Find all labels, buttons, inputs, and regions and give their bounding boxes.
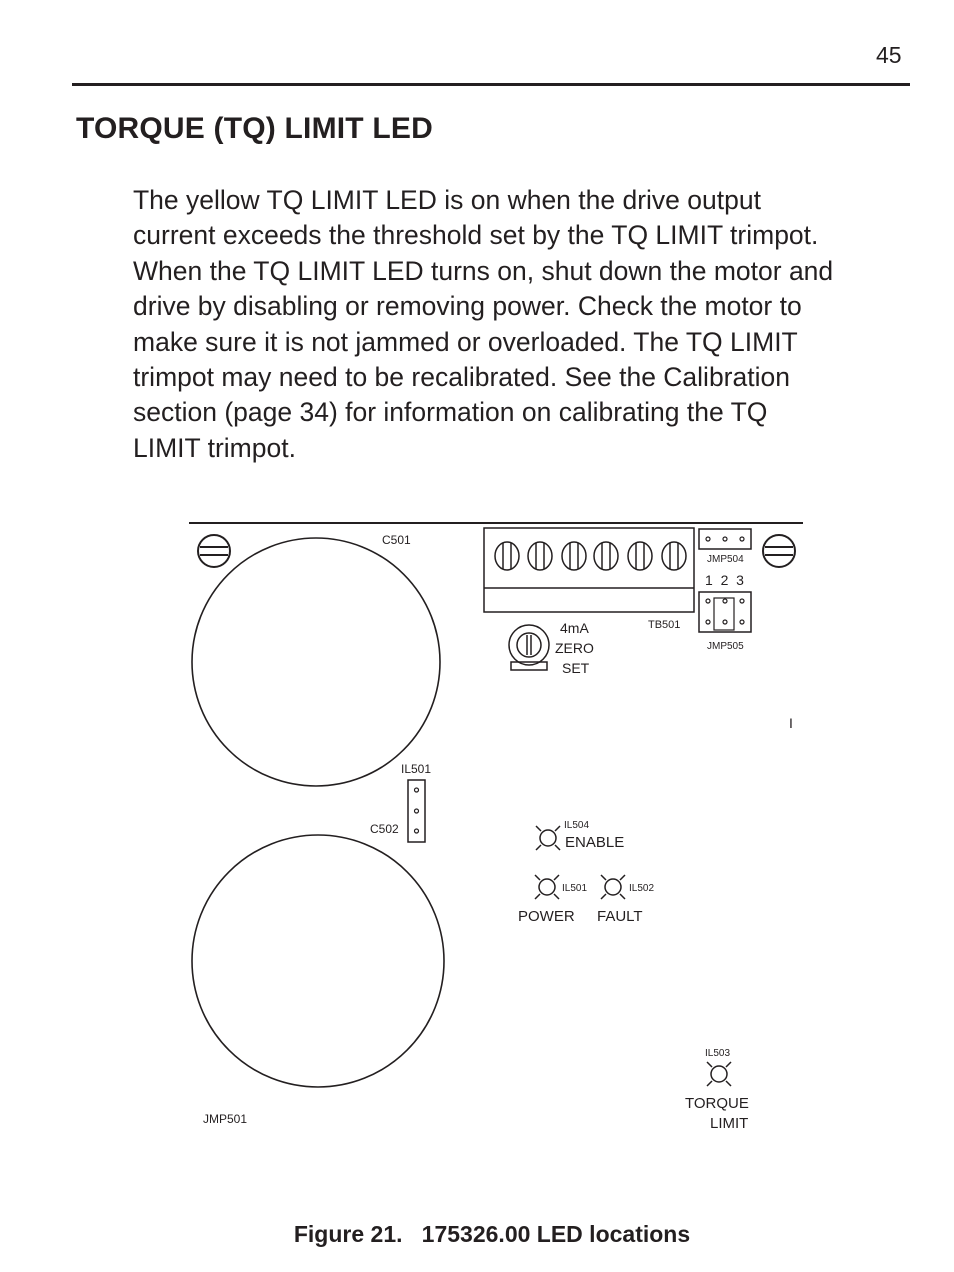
page-number: 45: [876, 42, 902, 68]
trimpot-label-line3: SET: [562, 660, 590, 676]
edge-mark: I: [789, 715, 793, 731]
fault-led-icon: [601, 875, 625, 899]
left-mounting-screw: [198, 535, 230, 567]
jumper-pin-numbers: 1 2 3: [705, 572, 744, 588]
c502-label: C502: [370, 822, 399, 836]
figure-caption: Figure 21. 175326.00 LED locations: [293, 1221, 691, 1247]
capacitor-c501: [192, 538, 440, 786]
il501-connector: [408, 780, 425, 842]
il501-label: IL501: [562, 883, 588, 894]
trimpot-label-line2: ZERO: [555, 640, 594, 656]
jmp501-label: JMP501: [203, 1112, 248, 1126]
tb501-label: TB501: [648, 619, 681, 631]
trimpot-label-line1: 4mA: [560, 620, 589, 636]
enable-led-icon: [536, 826, 560, 850]
il503-label: IL503: [705, 1048, 731, 1059]
il501-connector-label: IL501: [401, 762, 432, 776]
terminal-screws: [495, 542, 686, 570]
jmp505-label: JMP505: [707, 641, 744, 652]
capacitor-c502: [192, 835, 444, 1087]
power-label: POWER: [518, 908, 575, 925]
fault-label: FAULT: [597, 908, 643, 925]
enable-label: ENABLE: [565, 834, 625, 851]
il502-label: IL502: [629, 883, 655, 894]
limit-label: LIMIT: [710, 1115, 749, 1132]
jmp504-label: JMP504: [707, 554, 744, 565]
il504-label: IL504: [564, 820, 590, 831]
right-mounting-screw: [763, 535, 795, 567]
jumper-jmp504: [699, 529, 751, 549]
section-heading: TORQUE (TQ) LIMIT LED: [76, 112, 433, 145]
terminal-block-tb501: [484, 528, 694, 612]
zero-set-trimpot: [509, 625, 549, 670]
c501-label: C501: [382, 533, 411, 547]
body-paragraph: The yellow TQ LIMIT LED is on when the drive output current exceeds the threshold set by the TQ LIMIT trimpot. When the TQ LIMIT LED turns on, shut down the motor and drive by disabling or removing power. Check the motor to make sure it is not jammed or overloaded. The TQ LIMIT trimpot may need to be recalibrated. See the Calibration section (page 34) for information on calibrating the TQ LIMIT trimpot.: [133, 185, 834, 463]
torque-limit-led-icon: [707, 1062, 731, 1086]
jumper-jmp505: [699, 592, 751, 632]
torque-label: TORQUE: [685, 1095, 749, 1112]
power-led-icon: [535, 875, 559, 899]
